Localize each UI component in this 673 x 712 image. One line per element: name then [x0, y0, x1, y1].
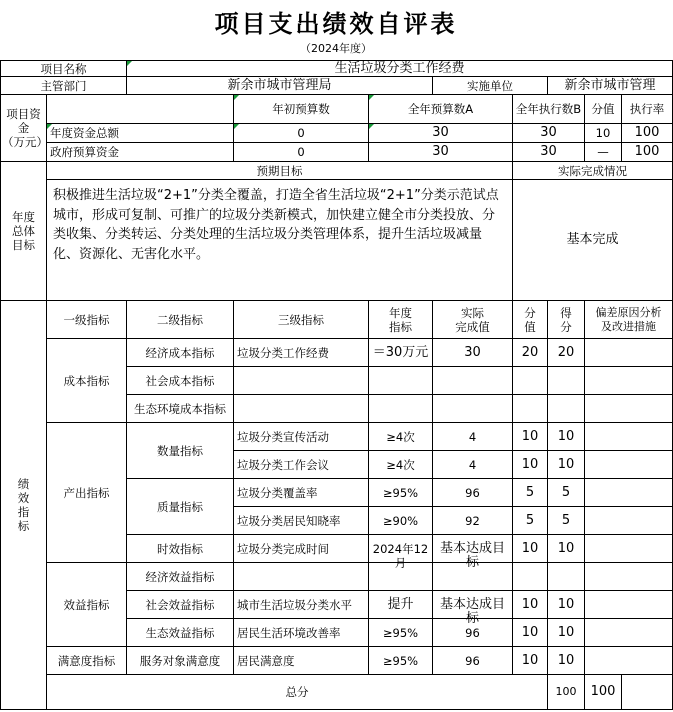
funds-row-total	[1, 124, 673, 143]
total-got: 100	[585, 675, 622, 710]
target-value: ≥95%	[369, 647, 433, 675]
score-value: 10	[513, 619, 548, 647]
got-value: 5	[548, 479, 585, 507]
total-label: 总分	[47, 675, 548, 710]
project-name-value: 生活垃圾分类工作经费	[127, 61, 673, 77]
target-value: 2024年12月	[372, 541, 429, 570]
project-name-row	[1, 61, 673, 77]
funds-exec: 30	[513, 143, 585, 162]
l3-name: 垃圾分类工作经费	[234, 339, 369, 367]
expected-goal-header: 预期目标	[47, 162, 513, 180]
actual-value: 92	[433, 507, 513, 535]
actual-value: 基本达成目标	[439, 540, 505, 570]
l3-name: 垃圾分类完成时间	[234, 535, 369, 563]
l3-name: 垃圾分类工作会议	[234, 451, 369, 479]
funds-header-row	[1, 95, 673, 124]
dept-label: 主管部门	[1, 77, 127, 95]
goals-header-row	[1, 162, 673, 180]
goals-content-row	[1, 180, 673, 301]
department-row	[1, 77, 673, 95]
target-value: ≥4次	[369, 423, 433, 451]
target-value: ≥4次	[369, 451, 433, 479]
got-value: 10	[548, 619, 585, 647]
score-value: 5	[513, 479, 548, 507]
h-reason: 偏差原因分析 及改进措施	[585, 301, 673, 339]
funds-row-label: 年度资金总额	[47, 124, 234, 143]
got-value: 10	[548, 535, 585, 563]
l3-name: 垃圾分类居民知晓率	[234, 507, 369, 535]
year-label: （2024年度）	[300, 42, 372, 55]
funds-score: 10	[585, 124, 622, 143]
target-value: 提升	[369, 591, 433, 619]
got-value: 10	[548, 591, 585, 619]
h-level3: 三级指标	[234, 301, 369, 339]
col-rate: 执行率	[622, 95, 673, 124]
target-value: ≥90%	[369, 507, 433, 535]
col-exec: 全年执行数B	[513, 95, 585, 124]
funds-rate: 100	[622, 143, 673, 162]
actual-value: 基本达成目标	[439, 596, 505, 626]
table-row	[1, 423, 673, 451]
l2-service-satisfaction: 服务对象满意度	[127, 647, 234, 675]
l2-eco-benefit: 生态效益指标	[127, 619, 234, 647]
h-actual: 实际 完成值	[433, 301, 513, 339]
target-value: ≥95%	[369, 479, 433, 507]
l2-social-cost: 社会成本指标	[127, 367, 234, 395]
col-full-budget: 全年预算数A	[369, 95, 513, 124]
funds-full: 30	[369, 143, 513, 162]
h-got: 得 分	[548, 301, 585, 339]
funds-label: 项目资金 （万元）	[1, 95, 47, 162]
l2-quality: 质量指标	[127, 479, 234, 535]
actual-value: 96	[433, 647, 513, 675]
h-target: 年度 指标	[369, 301, 433, 339]
l2-econ-benefit: 经济效益指标	[127, 563, 234, 591]
got-value: 5	[548, 507, 585, 535]
goals-label: 年度 总体 目标	[1, 162, 47, 301]
project-name-label: 项目名称	[1, 61, 127, 77]
unit-label: 实施单位	[433, 77, 548, 95]
l2-eco-cost: 生态环境成本指标	[127, 395, 234, 423]
l2-timeliness: 时效指标	[127, 535, 234, 563]
funds-full: 30	[369, 124, 513, 143]
got-value: 10	[548, 451, 585, 479]
l3-name: 垃圾分类宣传活动	[234, 423, 369, 451]
group-cost: 成本指标	[47, 339, 127, 423]
score-value: 10	[513, 451, 548, 479]
got-value: 10	[548, 647, 585, 675]
actual-completion-header: 实际完成情况	[513, 162, 673, 180]
table-row	[1, 339, 673, 367]
score-value: 10	[513, 591, 548, 619]
evaluation-table	[0, 60, 673, 710]
actual-value: 4	[433, 423, 513, 451]
table-row	[1, 563, 673, 591]
expected-goal-text: 积极推进生活垃圾“2+1”分类全覆盖，打造全省生活垃圾“2+1”分类示范试点城市，形成可复制、可推广的垃圾分类新模式，加快建立健全市分类投放、分类收集、分类转运、分类处理的生活垃圾分类管理体系，提升生活垃圾减量化、资源化、无害化水平。	[47, 180, 513, 301]
funds-rate: 100	[622, 124, 673, 143]
h-level1: 一级指标	[47, 301, 127, 339]
group-output: 产出指标	[47, 423, 127, 563]
actual-value: 96	[433, 619, 513, 647]
got-value: 20	[548, 339, 585, 367]
group-satisfaction: 满意度指标	[47, 647, 127, 675]
score-value: 10	[513, 647, 548, 675]
l3-name: 城市生活垃圾分类水平	[234, 591, 369, 619]
l2-social-benefit: 社会效益指标	[127, 591, 234, 619]
indicator-header-row	[1, 301, 673, 339]
actual-value: 96	[433, 479, 513, 507]
funds-initial: 0	[234, 143, 369, 162]
l3-name: 居民满意度	[234, 647, 369, 675]
table-row	[1, 647, 673, 675]
score-value: 10	[513, 535, 548, 563]
funds-initial: 0	[234, 124, 369, 143]
l2-econ-cost: 经济成本指标	[127, 339, 234, 367]
total-score: 100	[548, 675, 585, 710]
funds-row-gov	[1, 143, 673, 162]
h-score: 分 值	[513, 301, 548, 339]
col-initial-budget: 年初预算数	[234, 95, 369, 124]
l3-name: 居民生活环境改善率	[234, 619, 369, 647]
target-value: ≥95%	[369, 619, 433, 647]
col-score: 分值	[585, 95, 622, 124]
dept-value: 新余市城市管理局	[127, 77, 433, 95]
total-row	[1, 675, 673, 710]
actual-completion-text: 基本完成	[513, 180, 673, 301]
page-title: 项目支出绩效自评表	[214, 9, 458, 38]
unit-value: 新余市城市管理	[548, 77, 673, 95]
score-value: 10	[513, 423, 548, 451]
l3-name: 垃圾分类覆盖率	[234, 479, 369, 507]
h-level2: 二级指标	[127, 301, 234, 339]
got-value: 10	[548, 423, 585, 451]
l2-quantity: 数量指标	[127, 423, 234, 479]
actual-value: 30	[433, 339, 513, 367]
score-value: 5	[513, 507, 548, 535]
group-benefit: 效益指标	[47, 563, 127, 647]
score-value: 20	[513, 339, 548, 367]
funds-score: —	[585, 143, 622, 162]
target-value: ＝30万元	[372, 344, 429, 360]
indicator-side-label: 绩 效 指 标	[1, 301, 47, 710]
funds-row-label: 政府预算资金	[47, 143, 234, 162]
actual-value: 4	[433, 451, 513, 479]
funds-exec: 30	[513, 124, 585, 143]
